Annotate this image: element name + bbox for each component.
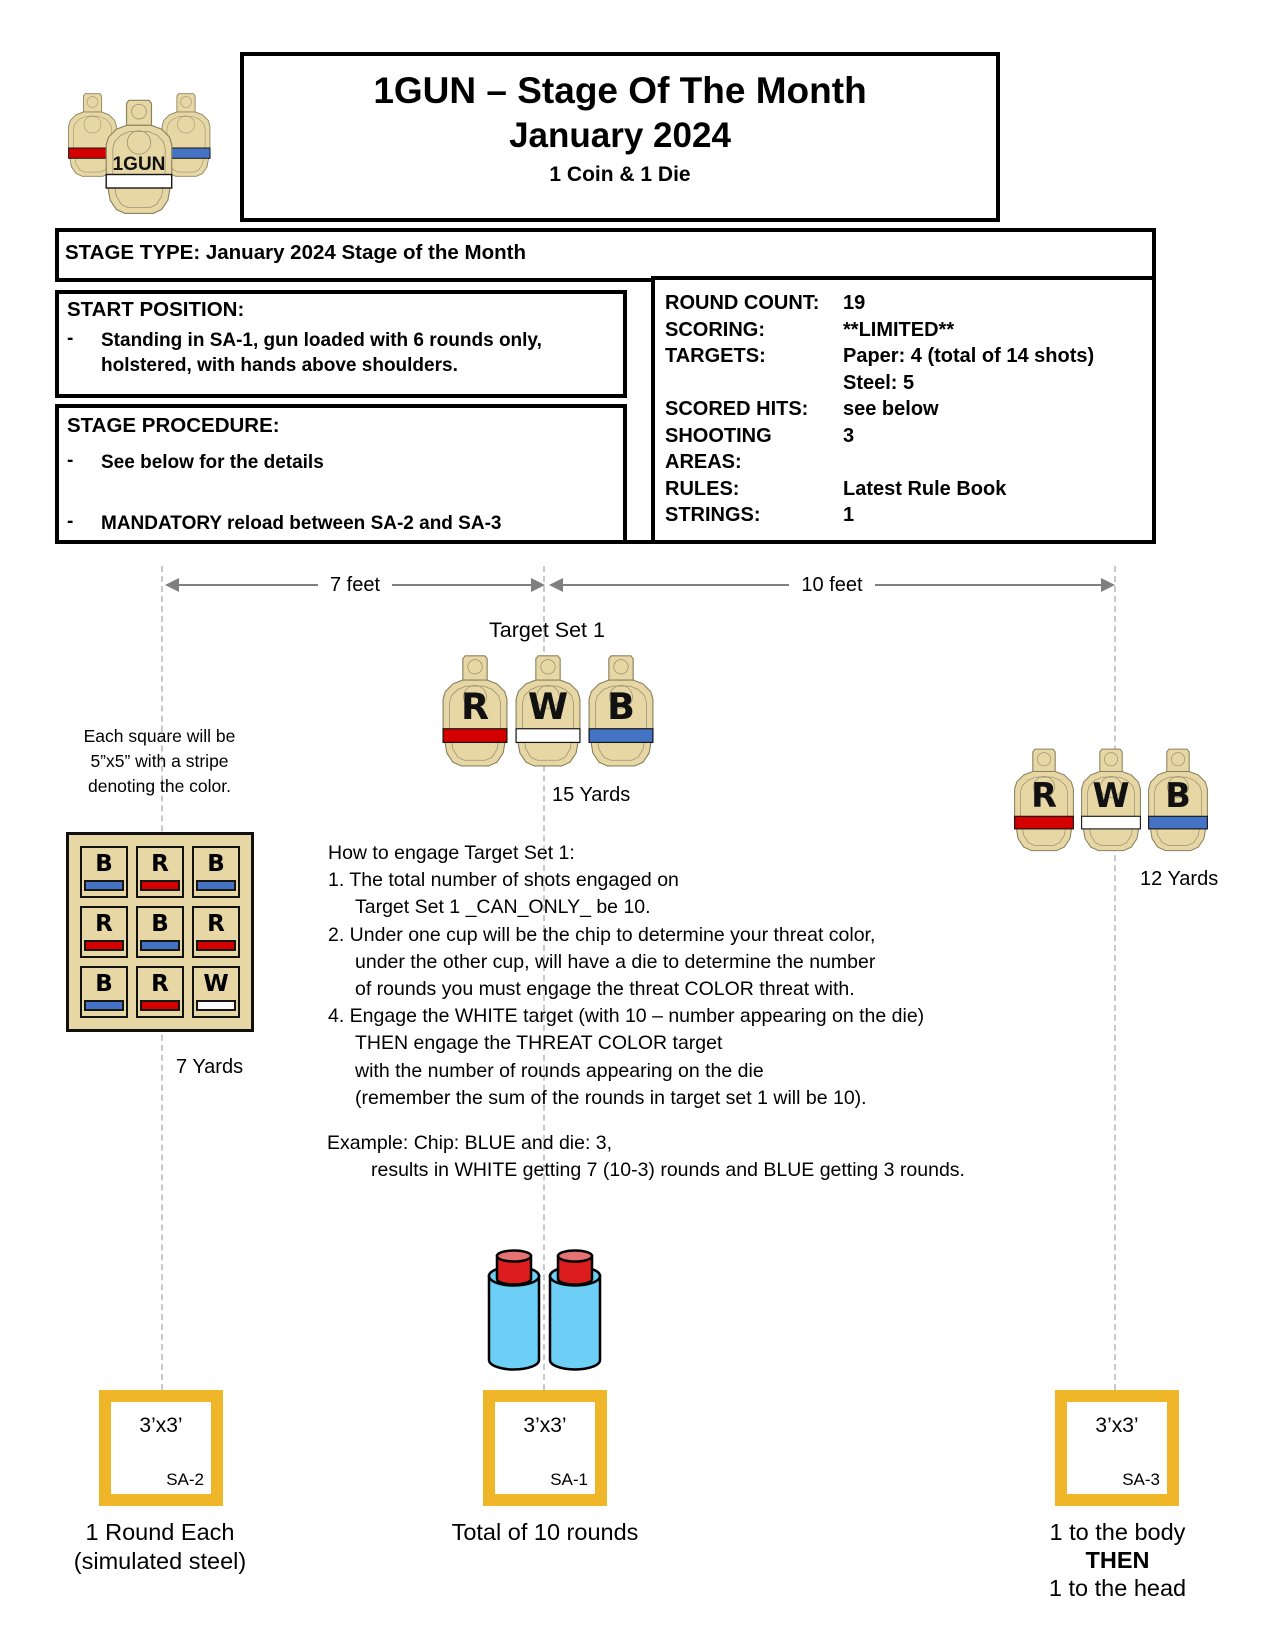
stage-procedure-text-1: See below for the details [101,452,324,473]
target-set-1 [437,648,659,773]
target-stripe [443,729,507,743]
detail-row-steel [665,370,1142,397]
detail-value: see below [843,398,939,420]
caption-sa2 [58,1518,262,1576]
bullet-dash: - [67,328,74,349]
stage-procedure-text-2: MANDATORY reload between SA-2 and SA-3 [101,513,502,534]
caption-sa2-line2: (simulated steel) [73,1548,247,1574]
cell-letter: R [207,911,225,937]
arrowhead-right-icon [531,578,545,592]
ipsc-target-white [1076,742,1146,857]
cell-letter: B [95,851,113,877]
ipsc-target-red [437,648,513,773]
area-name-label: SA-3 [1122,1470,1160,1489]
stage-procedure-box [55,404,627,544]
distance-label-7-yards: 7 Yards [176,1056,244,1078]
cell-stripe [140,940,180,951]
distance-label-10-feet: 10 feet [801,573,863,596]
detail-label: RULES: [665,477,740,500]
grid-cell [192,966,240,1018]
howto-line: How to engage Target Set 1: [328,842,575,864]
logo-label: 1GUN [112,154,166,175]
ipsc-target-blue [583,648,659,773]
spacer [67,475,615,505]
example-line1: Example: Chip: BLUE and die: 3, [327,1132,613,1154]
detail-value: 19 [843,292,866,314]
howto-line: 4. Engage the WHITE target (with 10 – number appearing on the die) [328,1005,925,1028]
target-stripe [1015,816,1074,829]
arrow-line [563,584,789,586]
stage-procedure-bullet-2 [67,511,615,536]
example-line2: results in WHITE getting 7 (10-3) rounds and BLUE getting 3 rounds. [371,1159,965,1182]
cell-stripe [196,1000,236,1011]
arrowhead-right-icon [1101,578,1115,592]
target-letter: W [1092,776,1130,816]
grid-note-line1: Each square will be [83,726,236,746]
distance-label-15-yards: 15 Yards [552,784,631,806]
distance-label-7-feet: 7 feet [329,573,381,596]
detail-label: TARGETS: [665,345,766,367]
stage-type-bar: STAGE TYPE: January 2024 Stage of the Month [55,228,1156,282]
grid-cell [80,966,128,1018]
detail-label [665,370,843,397]
target-stripe [589,729,653,743]
ipsc-target-blue [1143,742,1213,857]
target-stripe [1149,816,1208,829]
arrow-line [179,584,318,586]
cell-letter: B [95,971,113,997]
caption-sa1 [420,1518,670,1547]
dashed-line-right [1114,566,1116,1390]
arrowhead-left-icon [165,578,179,592]
detail-value: 3 [843,424,855,447]
arrow-line [392,584,531,586]
distance-arrow-10-feet [549,574,1115,596]
howto-line: (remember the sum of the rounds in target set 1 will be 10). [355,1086,867,1109]
caption-sa1-line1: Total of 10 rounds [451,1519,639,1545]
detail-row-strings [665,502,1142,529]
distance-label-12-yards: 12 Yards [1140,868,1219,890]
detail-row-targets [665,343,1142,370]
howto-line: Target Set 1 _CAN_ONLY_ be 10. [355,896,651,919]
grid-note-line3: denoting the color. [87,776,232,796]
target-letter: R [1031,776,1057,816]
start-position-heading: START POSITION: [67,298,245,321]
howto-line: under the other cup, will have a die to determine the number [355,950,876,973]
detail-row-round-count [665,290,1142,317]
area-name-label: SA-2 [166,1470,204,1489]
cup-left-icon [486,1246,542,1373]
detail-row-shooting-areas [665,423,1142,476]
area-size-label: 3’x3’ [139,1414,183,1437]
arrow-line [875,584,1101,586]
detail-value: Latest Rule Book [843,477,1007,500]
target-letter: R [460,684,490,728]
cup-right-icon [547,1246,603,1373]
detail-label: STRINGS: [665,504,761,526]
cell-stripe [84,940,124,951]
howto-line: 2. Under one cup will be the chip to determine your threat color, [328,923,876,946]
logo-targets-icon [64,78,214,218]
stage-details-box [651,276,1156,544]
bullet-dash: - [67,450,74,471]
area-size-label: 3’x3’ [523,1414,567,1437]
howto-text [328,840,924,1112]
stage-procedure-bullet-1 [67,450,615,475]
cell-letter: R [151,851,169,877]
start-position-bullet [67,328,615,378]
howto-line: 1. The total number of shots engaged on [328,869,679,892]
target-stripe [1082,816,1141,829]
grid-note [62,724,257,799]
grid-note-line2: 5”x5” with a stripe [90,751,229,771]
target-letter: B [607,684,635,728]
example-text [327,1130,965,1184]
shooting-area-sa2 [99,1390,223,1506]
page-subtitle-props: 1 Coin & 1 Die [549,163,691,186]
cell-stripe [196,940,236,951]
start-position-box [55,290,627,398]
target-set-1-label: Target Set 1 [489,618,605,642]
grid-cell [136,846,184,898]
detail-row-rules [665,476,1142,503]
howto-line: THEN engage the THREAT COLOR target [355,1032,723,1055]
detail-label: ROUND COUNT: [665,292,820,314]
caption-sa3-line2: THEN [1085,1547,1150,1573]
howto-line: of rounds you must engage the threat COLOR threat with. [355,978,855,1001]
grid-cell [80,846,128,898]
howto-line: with the number of rounds appearing on the die [355,1059,764,1082]
shooting-area-sa1 [483,1390,607,1506]
cell-letter: R [95,911,113,937]
target-set-2 [1009,742,1213,857]
detail-label: SCORING: [665,318,765,341]
grid-cell [136,906,184,958]
ipsc-target-red [1009,742,1079,857]
detail-value: **LIMITED** [843,318,955,341]
detail-value: Steel: 5 [843,371,915,394]
logo-1gun [64,78,214,218]
caption-sa2-line1: 1 Round Each [85,1519,235,1545]
cell-stripe [140,880,180,891]
detail-row-scoring [665,317,1142,344]
page-subtitle-month: January 2024 [509,116,731,155]
caption-sa3-line1: 1 to the body [1049,1519,1186,1545]
cell-stripe [140,1000,180,1011]
target-letter: W [527,684,569,728]
target-letter: B [1165,776,1191,816]
cell-stripe [84,880,124,891]
distance-arrow-7-feet [165,574,545,596]
stage-procedure-heading: STAGE PROCEDURE: [67,414,280,437]
page-title: 1GUN – Stage Of The Month [373,70,867,111]
area-name-label: SA-1 [550,1470,588,1489]
cell-letter: W [203,971,229,997]
area-size-label: 3’x3’ [1095,1414,1139,1437]
target-stripe [516,729,580,743]
arrowhead-left-icon [549,578,563,592]
cell-stripe [196,880,236,891]
logo-white-stripe [106,175,172,189]
caption-sa3 [1015,1518,1220,1602]
cell-letter: B [207,851,225,877]
grid-cell [136,966,184,1018]
detail-row-scored-hits [665,396,1142,423]
cell-stripe [84,1000,124,1011]
grid-cell [192,846,240,898]
cell-letter: B [151,911,169,937]
start-position-text-line2: holstered, with hands above shoulders. [101,355,458,376]
start-position-text-line1: Standing in SA-1, gun loaded with 6 rounds only, [101,330,542,351]
caption-sa3-line3: 1 to the head [1048,1575,1187,1601]
bullet-dash: - [67,511,74,532]
color-grid [66,832,254,1032]
detail-value: 1 [843,504,855,526]
table-border-filler [623,540,655,544]
detail-label: SCORED HITS: [665,398,809,420]
grid-cell [192,906,240,958]
title-box [240,52,1000,222]
detail-value: Paper: 4 (total of 14 shots) [843,345,1095,367]
shooting-area-sa3 [1055,1390,1179,1506]
cell-letter: R [151,971,169,997]
detail-label: SHOOTING AREAS: [665,424,772,473]
ipsc-target-white [510,648,586,773]
grid-cell [80,906,128,958]
